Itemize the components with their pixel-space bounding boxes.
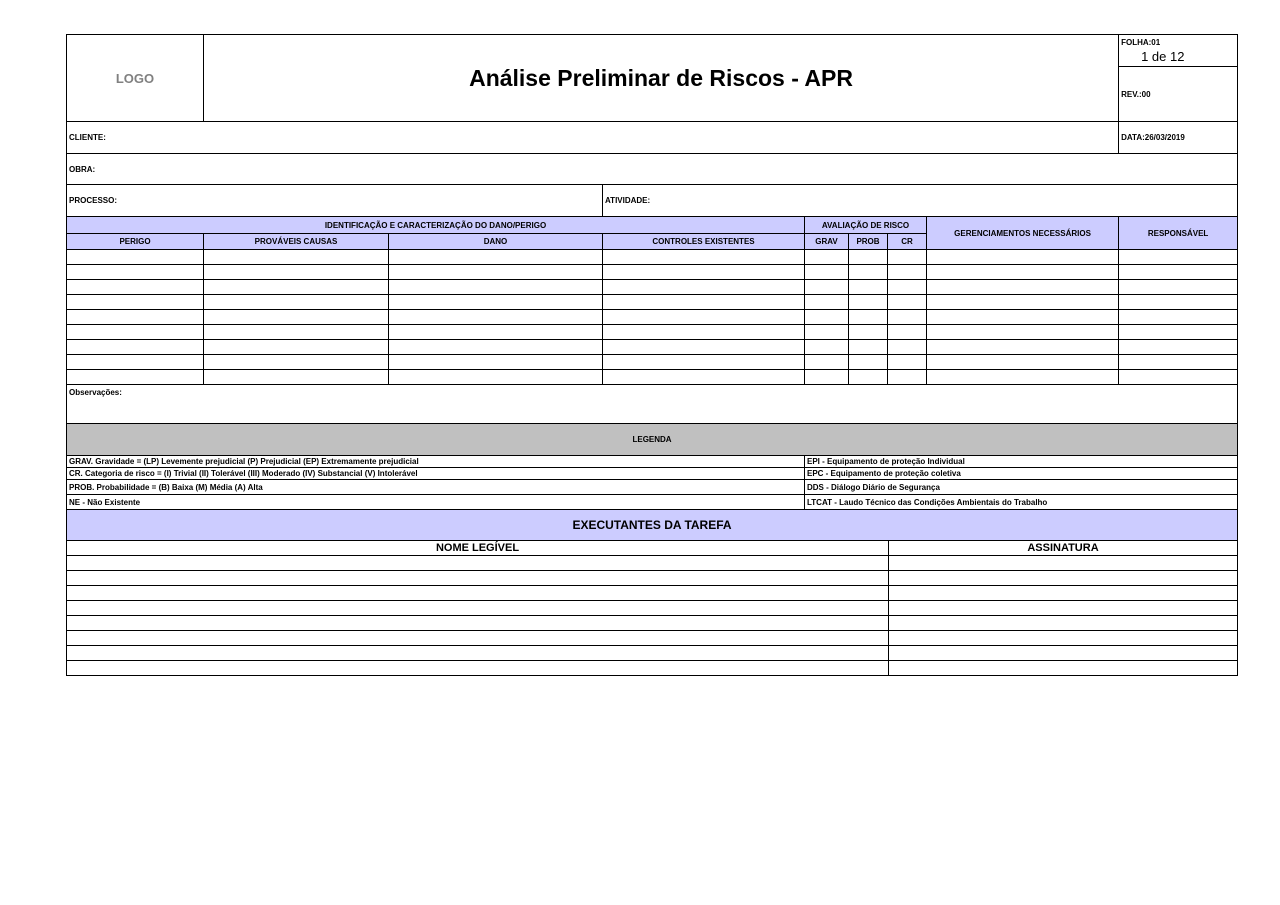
nome-cell[interactable] (67, 646, 889, 661)
table-row (67, 616, 1238, 631)
legenda-right-3: DDS - Diálogo Diário de Segurança (805, 480, 1238, 495)
assinatura-cell[interactable] (889, 646, 1238, 661)
risk-cell[interactable] (389, 265, 603, 280)
table-row (67, 340, 1238, 355)
risk-cell[interactable] (849, 310, 888, 325)
risk-cell[interactable] (927, 325, 1119, 340)
risk-cell[interactable] (888, 295, 927, 310)
risk-cell[interactable] (888, 265, 927, 280)
group-avaliacao: AVALIAÇÃO DE RISCO (805, 217, 927, 234)
risk-cell[interactable] (1119, 355, 1238, 370)
risk-cell[interactable] (805, 325, 849, 340)
risk-cell[interactable] (888, 250, 927, 265)
observacoes: Observações: (67, 385, 1238, 424)
risk-cell[interactable] (888, 370, 927, 385)
risk-cell[interactable] (888, 310, 927, 325)
apr-form-table (66, 34, 1238, 510)
executantes-rows (67, 556, 1238, 676)
table-row (67, 295, 1238, 310)
risk-cell[interactable] (603, 310, 805, 325)
risk-cell[interactable] (389, 280, 603, 295)
risk-cell[interactable] (805, 265, 849, 280)
risk-cell[interactable] (1119, 265, 1238, 280)
risk-cell[interactable] (389, 340, 603, 355)
legenda-title: LEGENDA (67, 424, 1238, 456)
assinatura-cell[interactable] (889, 556, 1238, 571)
legenda-left-4: NE - Não Existente (67, 495, 805, 510)
legenda-left-1: GRAV. Gravidade = (LP) Levemente prejudicial (P) Prejudicial (EP) Extremamente prejudicial (67, 456, 805, 468)
group-identificacao: IDENTIFICAÇÃO E CARACTERIZAÇÃO DO DANO/PERIGO (67, 217, 805, 234)
nome-cell[interactable] (67, 571, 889, 586)
risk-cell[interactable] (805, 355, 849, 370)
risk-cell[interactable] (603, 325, 805, 340)
risk-cell[interactable] (204, 250, 389, 265)
risk-cell[interactable] (204, 310, 389, 325)
risk-cell[interactable] (849, 340, 888, 355)
table-row (67, 355, 1238, 370)
legenda-right-2: EPC - Equipamento de proteção coletiva (805, 468, 1238, 480)
risk-cell[interactable] (67, 295, 204, 310)
assinatura-cell[interactable] (889, 571, 1238, 586)
risk-cell[interactable] (849, 280, 888, 295)
assinatura-cell[interactable] (889, 601, 1238, 616)
risk-cell[interactable] (805, 370, 849, 385)
risk-cell[interactable] (67, 265, 204, 280)
risk-cell[interactable] (849, 325, 888, 340)
risk-cell[interactable] (1119, 310, 1238, 325)
risk-cell[interactable] (204, 280, 389, 295)
risk-cell[interactable] (389, 355, 603, 370)
risk-cell[interactable] (603, 340, 805, 355)
risk-cell[interactable] (204, 325, 389, 340)
col-assinatura: ASSINATURA (889, 541, 1238, 556)
cliente-field: CLIENTE: (67, 122, 1119, 154)
risk-cell[interactable] (927, 250, 1119, 265)
risk-cell[interactable] (849, 295, 888, 310)
risk-cell[interactable] (849, 355, 888, 370)
table-row (67, 556, 1238, 571)
risk-cell[interactable] (927, 280, 1119, 295)
legenda-left-2: CR. Categoria de risco = (I) Trivial (II) Tolerável (III) Moderado (IV) Substancial (V) Intolerável (67, 468, 805, 480)
risk-cell[interactable] (389, 250, 603, 265)
assinatura-cell[interactable] (889, 631, 1238, 646)
col-controles-existentes: CONTROLES EXISTENTES (603, 234, 805, 250)
table-row (67, 631, 1238, 646)
assinatura-cell[interactable] (889, 661, 1238, 676)
risk-cell[interactable] (927, 265, 1119, 280)
nome-cell[interactable] (67, 661, 889, 676)
nome-cell[interactable] (67, 631, 889, 646)
risk-cell[interactable] (204, 355, 389, 370)
risk-cell[interactable] (67, 355, 204, 370)
risk-cell[interactable] (805, 340, 849, 355)
table-row (67, 325, 1238, 340)
risk-cell[interactable] (603, 355, 805, 370)
data-field: DATA:26/03/2019 (1119, 122, 1238, 154)
table-row (67, 250, 1238, 265)
risk-cell[interactable] (1119, 325, 1238, 340)
table-row (67, 661, 1238, 676)
legenda-left-3: PROB. Probabilidade = (B) Baixa (M) Média (A) Alta (67, 480, 805, 495)
risk-rows (67, 250, 1238, 385)
risk-cell[interactable] (849, 265, 888, 280)
processo-field: PROCESSO: (67, 185, 603, 217)
executantes-table (66, 509, 1238, 676)
logo: LOGO (67, 35, 204, 122)
risk-cell[interactable] (888, 340, 927, 355)
col-grav: GRAV (805, 234, 849, 250)
table-row (67, 370, 1238, 385)
risk-cell[interactable] (67, 370, 204, 385)
risk-cell[interactable] (1119, 250, 1238, 265)
executantes-title: EXECUTANTES DA TAREFA (67, 510, 1238, 541)
risk-cell[interactable] (888, 325, 927, 340)
risk-cell[interactable] (927, 355, 1119, 370)
col-perigo: PERIGO (67, 234, 204, 250)
col-dano: DANO (389, 234, 603, 250)
risk-cell[interactable] (67, 310, 204, 325)
risk-cell[interactable] (67, 325, 204, 340)
risk-cell[interactable] (67, 280, 204, 295)
table-row (67, 646, 1238, 661)
risk-cell[interactable] (389, 370, 603, 385)
risk-cell[interactable] (927, 310, 1119, 325)
risk-cell[interactable] (888, 355, 927, 370)
risk-cell[interactable] (1119, 280, 1238, 295)
risk-cell[interactable] (849, 250, 888, 265)
risk-cell[interactable] (603, 265, 805, 280)
risk-cell[interactable] (805, 250, 849, 265)
risk-cell[interactable] (927, 295, 1119, 310)
risk-cell[interactable] (389, 310, 603, 325)
risk-cell[interactable] (849, 370, 888, 385)
risk-cell[interactable] (888, 280, 927, 295)
risk-cell[interactable] (204, 265, 389, 280)
risk-cell[interactable] (67, 250, 204, 265)
nome-cell[interactable] (67, 616, 889, 631)
legenda-right-1: EPI - Equipamento de proteção Individual (805, 456, 1238, 468)
table-row (67, 280, 1238, 295)
risk-cell[interactable] (603, 295, 805, 310)
col-responsavel: RESPONSÁVEL (1119, 217, 1238, 250)
nome-cell[interactable] (67, 586, 889, 601)
risk-cell[interactable] (67, 340, 204, 355)
page-indicator: 1 de 12 (1141, 49, 1185, 64)
nome-cell[interactable] (67, 556, 889, 571)
assinatura-cell[interactable] (889, 616, 1238, 631)
folha-cell (1119, 35, 1238, 67)
atividade-field: ATIVIDADE: (603, 185, 1238, 217)
col-provaveis-causas: PROVÁVEIS CAUSAS (204, 234, 389, 250)
table-row (67, 601, 1238, 616)
risk-cell[interactable] (603, 250, 805, 265)
table-row (67, 586, 1238, 601)
table-row (67, 571, 1238, 586)
col-nome-legivel: NOME LEGÍVEL (67, 541, 889, 556)
risk-cell[interactable] (927, 340, 1119, 355)
legenda-right-4: LTCAT - Laudo Técnico das Condições Ambientais do Trabalho (805, 495, 1238, 510)
risk-cell[interactable] (389, 325, 603, 340)
risk-cell[interactable] (805, 295, 849, 310)
assinatura-cell[interactable] (889, 586, 1238, 601)
page-title: Análise Preliminar de Riscos - APR (204, 35, 1119, 122)
risk-cell[interactable] (805, 310, 849, 325)
risk-cell[interactable] (603, 370, 805, 385)
risk-cell[interactable] (927, 370, 1119, 385)
risk-cell[interactable] (1119, 370, 1238, 385)
obra-field: OBRA: (67, 154, 1238, 185)
table-row (67, 310, 1238, 325)
rev-label: REV.:00 (1119, 67, 1238, 122)
risk-cell[interactable] (204, 370, 389, 385)
risk-cell[interactable] (204, 340, 389, 355)
table-row (67, 265, 1238, 280)
risk-cell[interactable] (603, 280, 805, 295)
col-cr: CR (888, 234, 927, 250)
folha-label: FOLHA:01 (1121, 38, 1161, 47)
risk-cell[interactable] (204, 295, 389, 310)
risk-cell[interactable] (1119, 295, 1238, 310)
nome-cell[interactable] (67, 601, 889, 616)
col-gerenciamentos: GERENCIAMENTOS NECESSÁRIOS (927, 217, 1119, 250)
col-prob: PROB (849, 234, 888, 250)
risk-cell[interactable] (805, 280, 849, 295)
risk-cell[interactable] (1119, 340, 1238, 355)
risk-cell[interactable] (389, 295, 603, 310)
